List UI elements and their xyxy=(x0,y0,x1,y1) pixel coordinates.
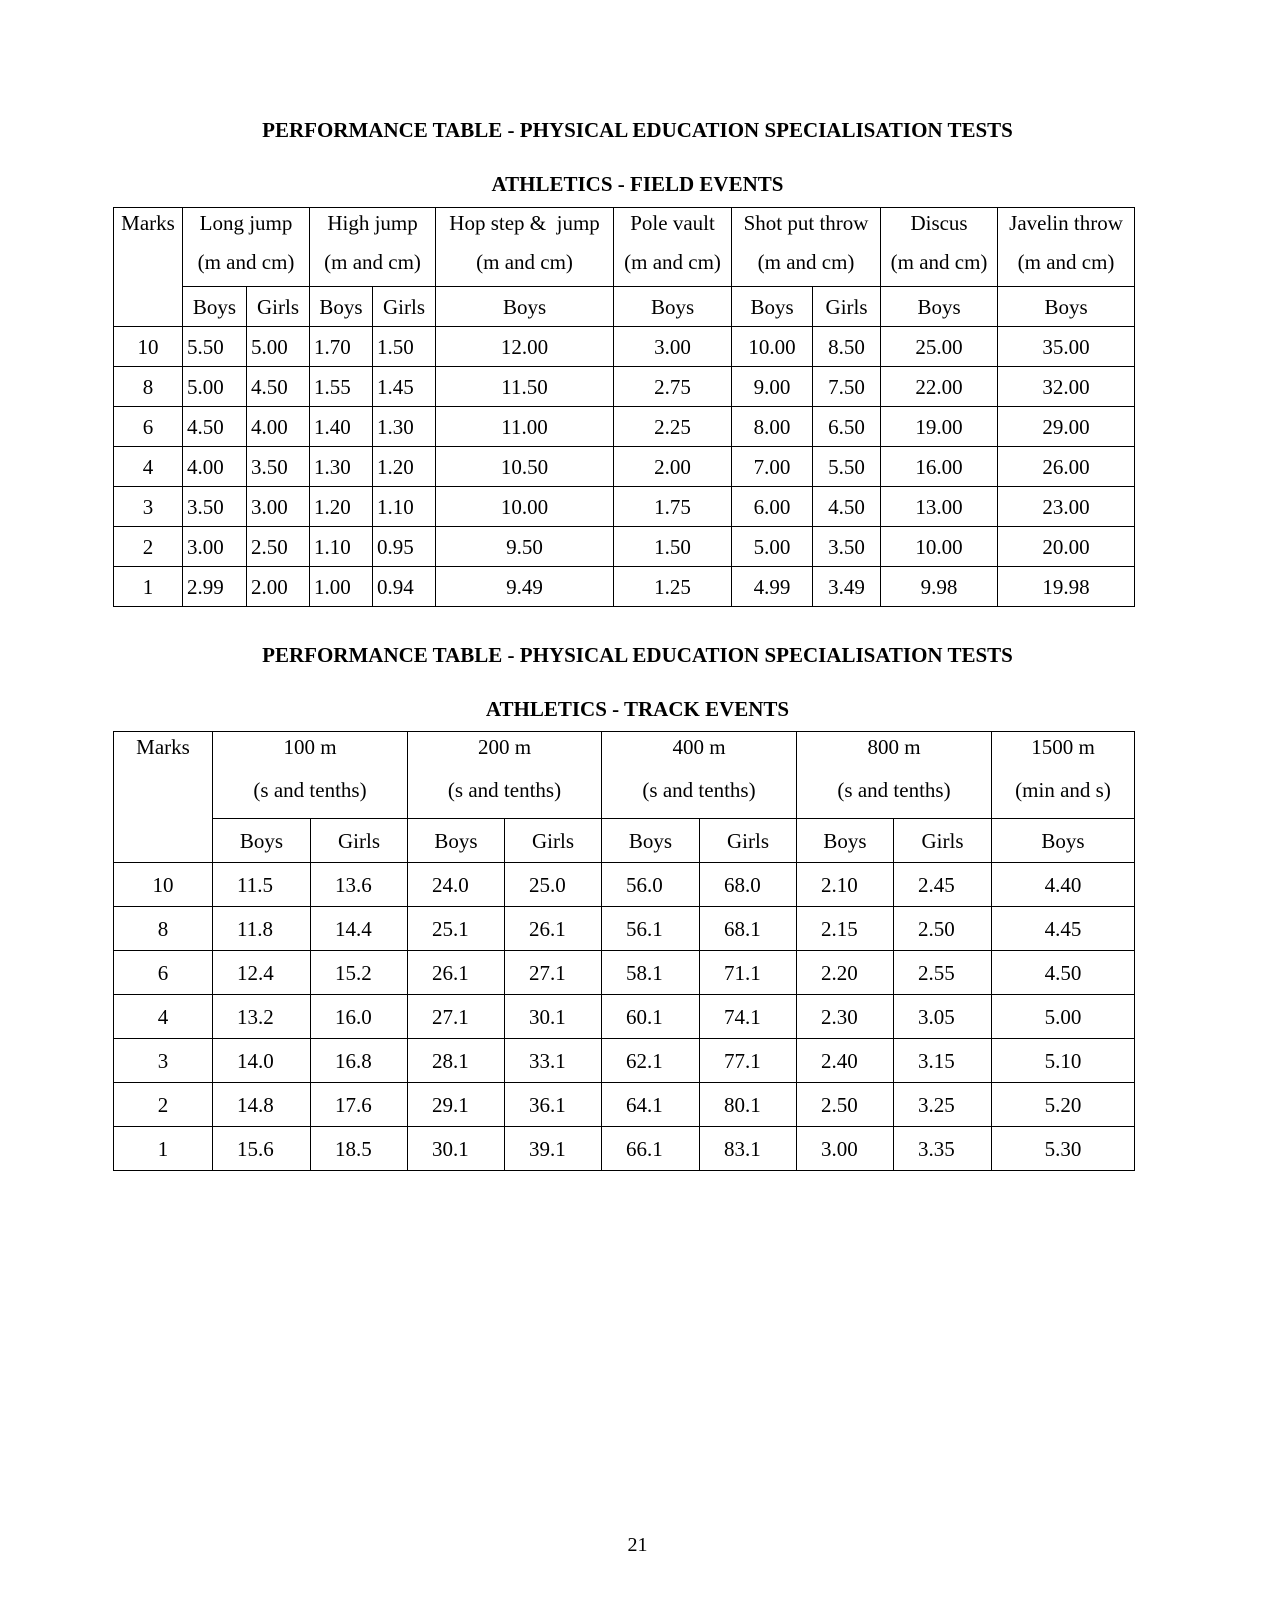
table-cell: 2.30 xyxy=(797,995,894,1039)
gender-header: Girls xyxy=(247,287,310,327)
table-cell: 11.00 xyxy=(436,407,614,447)
event-name: 1500 m xyxy=(1031,735,1095,759)
event-unit: (m and cm) xyxy=(624,250,721,274)
field-table-subtitle: ATHLETICS - FIELD EVENTS xyxy=(491,172,784,196)
table-row xyxy=(114,1127,1135,1171)
gender-header: Girls xyxy=(373,287,436,327)
table-cell: 33.1 xyxy=(505,1039,602,1083)
event-name: Long jump xyxy=(199,211,293,235)
table-cell: 25.00 xyxy=(881,327,998,367)
event-header-200m xyxy=(408,732,602,819)
event-unit: (s and tenths) xyxy=(837,778,951,802)
table-cell: 35.00 xyxy=(998,327,1135,367)
table-cell: 23.00 xyxy=(998,487,1135,527)
gender-header: Boys xyxy=(602,819,700,863)
marks-cell: 1 xyxy=(114,1127,213,1171)
table-cell: 29.1 xyxy=(408,1083,505,1127)
event-unit: (s and tenths) xyxy=(447,778,562,802)
table-cell: 1.25 xyxy=(614,567,732,607)
marks-cell: 8 xyxy=(114,907,213,951)
event-header-long-jump xyxy=(183,208,310,287)
table-cell: 3.49 xyxy=(813,567,881,607)
table-cell: 28.1 xyxy=(408,1039,505,1083)
marks-cell: 2 xyxy=(114,1083,213,1127)
table-cell: 5.00 xyxy=(732,527,813,567)
table-cell: 2.25 xyxy=(614,407,732,447)
table-row xyxy=(114,407,1135,447)
table-cell: 62.1 xyxy=(602,1039,700,1083)
table-cell: 14.0 xyxy=(213,1039,311,1083)
gender-header: Girls xyxy=(813,287,881,327)
table-cell: 30.1 xyxy=(505,995,602,1039)
event-name: Pole vault xyxy=(630,211,715,235)
event-name: High jump xyxy=(327,211,418,235)
table-cell: 19.98 xyxy=(998,567,1135,607)
table-cell: 5.00 xyxy=(247,327,310,367)
table-cell: 3.15 xyxy=(894,1039,992,1083)
event-header-400m xyxy=(602,732,797,819)
track-events-table xyxy=(113,731,1135,1171)
table-cell: 22.00 xyxy=(881,367,998,407)
event-unit: (m and cm) xyxy=(476,250,573,274)
table-cell: 12.00 xyxy=(436,327,614,367)
table-cell: 7.50 xyxy=(813,367,881,407)
table-cell: 13.6 xyxy=(311,863,408,907)
table-cell: 4.00 xyxy=(247,407,310,447)
table-cell: 18.5 xyxy=(311,1127,408,1171)
marks-cell: 10 xyxy=(114,863,213,907)
table-cell: 77.1 xyxy=(700,1039,797,1083)
table-cell: 1.50 xyxy=(373,327,436,367)
event-header-high-jump xyxy=(310,208,436,287)
table-cell: 10.00 xyxy=(881,527,998,567)
table-cell: 5.00 xyxy=(183,367,247,407)
marks-cell: 2 xyxy=(114,527,183,567)
table-cell: 4.50 xyxy=(813,487,881,527)
event-header-hop-step-jump xyxy=(436,208,614,287)
gender-header: Boys xyxy=(213,819,311,863)
table-cell: 60.1 xyxy=(602,995,700,1039)
event-unit: (m and cm) xyxy=(757,250,855,274)
gender-header: Girls xyxy=(894,819,992,863)
gender-header: Boys xyxy=(183,287,247,327)
table-cell: 29.00 xyxy=(998,407,1135,447)
table-cell: 1.40 xyxy=(310,407,373,447)
table-cell: 1.75 xyxy=(614,487,732,527)
table-cell: 17.6 xyxy=(311,1083,408,1127)
gender-header: Boys xyxy=(614,287,732,327)
event-header-1500m xyxy=(992,732,1135,819)
table-cell: 1.10 xyxy=(373,487,436,527)
table-cell: 20.00 xyxy=(998,527,1135,567)
event-header-pole-vault xyxy=(614,208,732,287)
event-name: Javelin throw xyxy=(1009,211,1123,235)
table-cell: 1.20 xyxy=(310,487,373,527)
table-cell: 10.50 xyxy=(436,447,614,487)
table-cell: 3.50 xyxy=(247,447,310,487)
event-header-800m xyxy=(797,732,992,819)
event-unit: (m and cm) xyxy=(324,250,421,274)
table-cell: 1.30 xyxy=(373,407,436,447)
table-row xyxy=(114,863,1135,907)
gender-header: Boys xyxy=(797,819,894,863)
table-cell: 4.50 xyxy=(992,951,1135,995)
table-row xyxy=(114,1039,1135,1083)
marks-cell: 8 xyxy=(114,367,183,407)
table-cell: 13.2 xyxy=(213,995,311,1039)
table-cell: 4.40 xyxy=(992,863,1135,907)
table-cell: 1.00 xyxy=(310,567,373,607)
table-cell: 58.1 xyxy=(602,951,700,995)
table-cell: 1.70 xyxy=(310,327,373,367)
event-unit: (s and tenths) xyxy=(253,778,367,802)
table-cell: 1.50 xyxy=(614,527,732,567)
event-name: 200 m xyxy=(477,735,532,759)
table-cell: 39.1 xyxy=(505,1127,602,1171)
table-cell: 16.8 xyxy=(311,1039,408,1083)
table-cell: 26.1 xyxy=(408,951,505,995)
table-cell: 2.50 xyxy=(894,907,992,951)
table-cell: 2.00 xyxy=(247,567,310,607)
table-cell: 11.8 xyxy=(213,907,311,951)
table-cell: 13.00 xyxy=(881,487,998,527)
event-unit: (m and cm) xyxy=(197,250,295,274)
gender-header: Boys xyxy=(992,819,1135,863)
table-cell: 9.98 xyxy=(881,567,998,607)
table-cell: 16.00 xyxy=(881,447,998,487)
marks-header: Marks xyxy=(114,732,213,863)
table-cell: 16.0 xyxy=(311,995,408,1039)
marks-header: Marks xyxy=(114,208,183,327)
table-cell: 26.1 xyxy=(505,907,602,951)
table-cell: 3.25 xyxy=(894,1083,992,1127)
table-cell: 4.45 xyxy=(992,907,1135,951)
gender-header: Boys xyxy=(732,287,813,327)
table-cell: 6.00 xyxy=(732,487,813,527)
field-table-title: PERFORMANCE TABLE - PHYSICAL EDUCATION SPECIALISATION TESTS xyxy=(262,118,1013,142)
gender-header: Boys xyxy=(408,819,505,863)
table-cell: 15.2 xyxy=(311,951,408,995)
table-cell: 68.1 xyxy=(700,907,797,951)
table-cell: 7.00 xyxy=(732,447,813,487)
event-header-javelin xyxy=(998,208,1135,287)
table-cell: 25.1 xyxy=(408,907,505,951)
table-cell: 2.50 xyxy=(247,527,310,567)
table-cell: 1.10 xyxy=(310,527,373,567)
table-cell: 68.0 xyxy=(700,863,797,907)
table-cell: 2.75 xyxy=(614,367,732,407)
table-cell: 3.35 xyxy=(894,1127,992,1171)
table-cell: 9.00 xyxy=(732,367,813,407)
gender-header: Boys xyxy=(998,287,1135,327)
table-cell: 14.4 xyxy=(311,907,408,951)
table-cell: 5.20 xyxy=(992,1083,1135,1127)
table-cell: 4.50 xyxy=(183,407,247,447)
table-cell: 3.00 xyxy=(247,487,310,527)
gender-header: Boys xyxy=(881,287,998,327)
event-name: 400 m xyxy=(672,735,726,759)
table-cell: 2.55 xyxy=(894,951,992,995)
table-cell: 12.4 xyxy=(213,951,311,995)
table-cell: 3.05 xyxy=(894,995,992,1039)
event-unit: (m and cm) xyxy=(890,250,988,274)
table-cell: 3.00 xyxy=(797,1127,894,1171)
table-cell: 27.1 xyxy=(505,951,602,995)
table-cell: 5.30 xyxy=(992,1127,1135,1171)
table-cell: 10.00 xyxy=(436,487,614,527)
table-cell: 66.1 xyxy=(602,1127,700,1171)
marks-cell: 10 xyxy=(114,327,183,367)
table-cell: 14.8 xyxy=(213,1083,311,1127)
table-cell: 0.95 xyxy=(373,527,436,567)
table-cell: 15.6 xyxy=(213,1127,311,1171)
event-header-100m xyxy=(213,732,408,819)
table-cell: 1.30 xyxy=(310,447,373,487)
event-header-discus xyxy=(881,208,998,287)
marks-cell: 6 xyxy=(114,951,213,995)
table-cell: 56.0 xyxy=(602,863,700,907)
event-unit: (min and s) xyxy=(1015,778,1111,802)
marks-cell: 4 xyxy=(114,447,183,487)
table-cell: 3.50 xyxy=(183,487,247,527)
table-cell: 8.50 xyxy=(813,327,881,367)
event-name: Discus xyxy=(910,211,968,235)
table-cell: 1.20 xyxy=(373,447,436,487)
table-cell: 71.1 xyxy=(700,951,797,995)
event-name: Hop step & jump xyxy=(449,211,600,235)
event-unit: (s and tenths) xyxy=(642,778,756,802)
table-row xyxy=(114,951,1135,995)
marks-cell: 6 xyxy=(114,407,183,447)
table-cell: 11.50 xyxy=(436,367,614,407)
table-row xyxy=(114,447,1135,487)
table-cell: 5.00 xyxy=(992,995,1135,1039)
table-cell: 1.45 xyxy=(373,367,436,407)
table-cell: 32.00 xyxy=(998,367,1135,407)
table-cell: 4.99 xyxy=(732,567,813,607)
table-cell: 2.99 xyxy=(183,567,247,607)
marks-cell: 1 xyxy=(114,567,183,607)
table-cell: 36.1 xyxy=(505,1083,602,1127)
table-row xyxy=(114,1083,1135,1127)
table-cell: 2.40 xyxy=(797,1039,894,1083)
table-row xyxy=(114,527,1135,567)
table-cell: 6.50 xyxy=(813,407,881,447)
table-cell: 8.00 xyxy=(732,407,813,447)
gender-header: Girls xyxy=(311,819,408,863)
table-cell: 19.00 xyxy=(881,407,998,447)
table-cell: 2.45 xyxy=(894,863,992,907)
table-cell: 4.50 xyxy=(247,367,310,407)
table-cell: 25.0 xyxy=(505,863,602,907)
table-row xyxy=(114,327,1135,367)
table-cell: 2.10 xyxy=(797,863,894,907)
table-cell: 24.0 xyxy=(408,863,505,907)
marks-cell: 3 xyxy=(114,487,183,527)
marks-cell: 3 xyxy=(114,1039,213,1083)
table-cell: 56.1 xyxy=(602,907,700,951)
table-row xyxy=(114,367,1135,407)
table-row xyxy=(114,487,1135,527)
field-events-table xyxy=(113,207,1135,607)
table-cell: 3.00 xyxy=(183,527,247,567)
table-cell: 9.49 xyxy=(436,567,614,607)
table-cell: 9.50 xyxy=(436,527,614,567)
track-table-title: PERFORMANCE TABLE - PHYSICAL EDUCATION SPECIALISATION TESTS xyxy=(262,643,1013,667)
table-cell: 5.50 xyxy=(813,447,881,487)
event-unit: (m and cm) xyxy=(1017,250,1115,274)
table-cell: 74.1 xyxy=(700,995,797,1039)
gender-header: Girls xyxy=(505,819,602,863)
table-cell: 3.50 xyxy=(813,527,881,567)
event-name: Shot put throw xyxy=(743,211,869,235)
table-cell: 0.94 xyxy=(373,567,436,607)
event-name: 100 m xyxy=(283,735,337,759)
table-row xyxy=(114,567,1135,607)
table-cell: 10.00 xyxy=(732,327,813,367)
event-header-shot-put xyxy=(732,208,881,287)
table-cell: 64.1 xyxy=(602,1083,700,1127)
table-cell: 83.1 xyxy=(700,1127,797,1171)
table-cell: 4.00 xyxy=(183,447,247,487)
table-cell: 2.15 xyxy=(797,907,894,951)
table-cell: 11.5 xyxy=(213,863,311,907)
table-cell: 5.50 xyxy=(183,327,247,367)
marks-cell: 4 xyxy=(114,995,213,1039)
table-cell: 2.50 xyxy=(797,1083,894,1127)
table-cell: 80.1 xyxy=(700,1083,797,1127)
table-cell: 26.00 xyxy=(998,447,1135,487)
table-cell: 2.20 xyxy=(797,951,894,995)
event-name: 800 m xyxy=(867,735,921,759)
table-cell: 2.00 xyxy=(614,447,732,487)
table-row xyxy=(114,995,1135,1039)
table-cell: 30.1 xyxy=(408,1127,505,1171)
table-cell: 27.1 xyxy=(408,995,505,1039)
gender-header: Boys xyxy=(310,287,373,327)
gender-header: Girls xyxy=(700,819,797,863)
table-cell: 5.10 xyxy=(992,1039,1135,1083)
gender-header: Boys xyxy=(436,287,614,327)
table-cell: 1.55 xyxy=(310,367,373,407)
page-number: 21 xyxy=(627,1534,648,1556)
track-table-subtitle: ATHLETICS - TRACK EVENTS xyxy=(485,697,790,721)
table-cell: 3.00 xyxy=(614,327,732,367)
table-row xyxy=(114,907,1135,951)
